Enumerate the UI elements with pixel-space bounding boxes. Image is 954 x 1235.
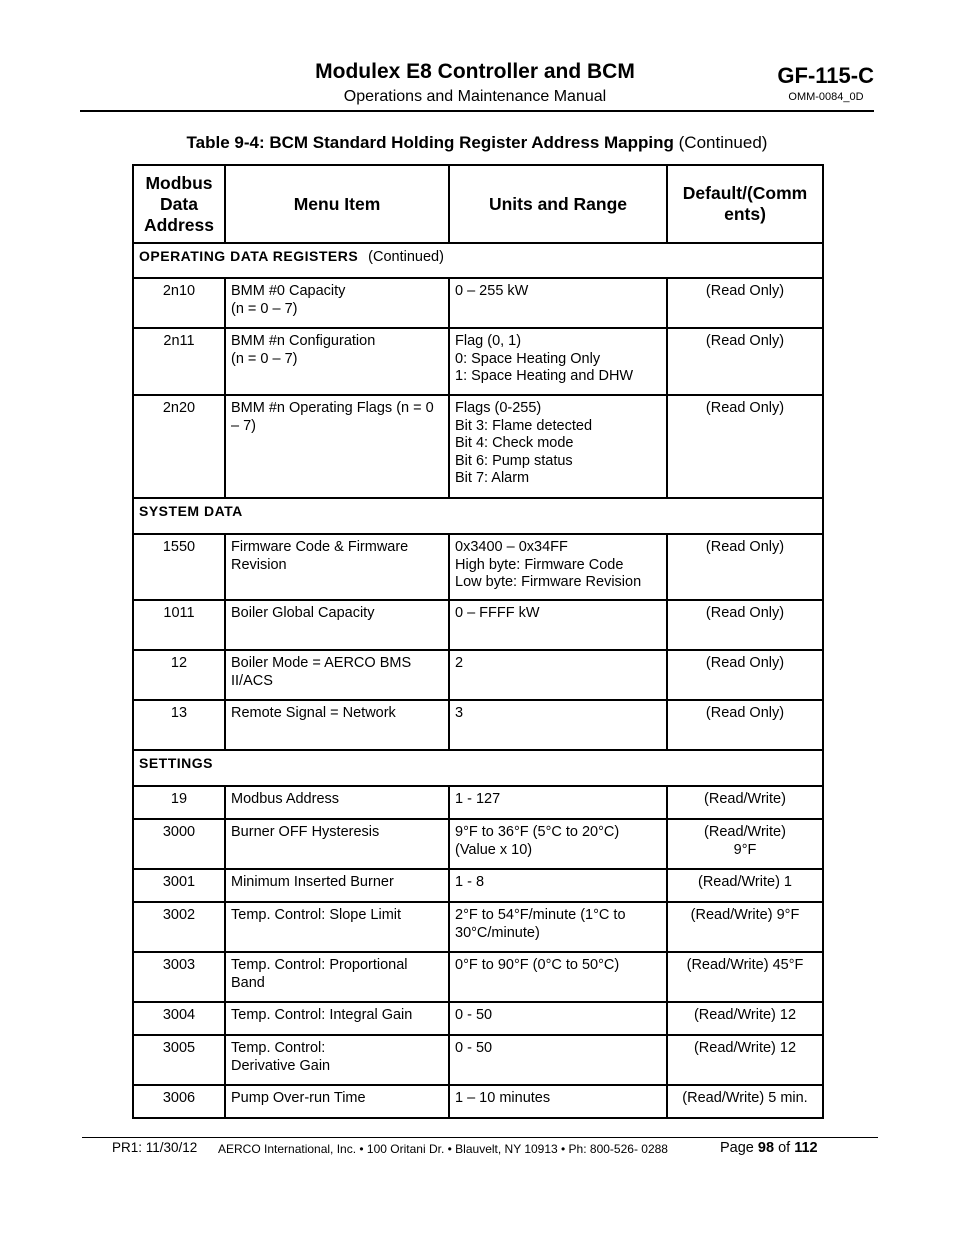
table-row (133, 1002, 823, 1035)
cell-line: 1 - 8 (455, 874, 485, 890)
cell-line: Burner OFF Hysteresis (231, 824, 380, 840)
page-current: 98 (757, 1140, 775, 1156)
cell-units-range (449, 534, 667, 600)
cell-line: 0 - 50 (455, 1040, 493, 1056)
cell-line: 9°F (733, 841, 757, 858)
cell-line: Boiler Global Capacity (231, 605, 375, 621)
cell-default (667, 952, 823, 1002)
cell-address: 1011 (133, 600, 225, 650)
section-row-settings (133, 750, 823, 786)
document-number: OMM-0084_0D (788, 91, 864, 103)
cell-menu-item (225, 819, 449, 869)
cell-address: 3002 (133, 902, 225, 952)
table-row (133, 952, 823, 1002)
cell-units-range (449, 786, 667, 819)
col-header-menu-item: Menu Item (225, 165, 449, 243)
cell-line: (n = 0 – 7) (231, 300, 298, 317)
cell-menu-item (225, 786, 449, 819)
footer-rule (82, 1137, 878, 1138)
cell-units-range (449, 395, 667, 498)
cell-line: 0: Space Heating Only (455, 350, 601, 367)
cell-default: (Read Only) (667, 650, 823, 700)
cell-line: Bit 7: Alarm (455, 470, 530, 486)
table-row (133, 869, 823, 902)
section-row-system (133, 498, 823, 534)
cell-line: Modbus Address (231, 791, 340, 807)
cell-line: 9°F to 36°F (5°C to 20°C) (455, 824, 620, 840)
cell-address: 3000 (133, 819, 225, 869)
cell-menu-item (225, 952, 449, 1002)
cell-line: 0x3400 – 0x34FF (455, 539, 568, 555)
cell-line: (n = 0 – 7) (231, 350, 298, 367)
cell-line: BMM #0 Capacity (231, 283, 346, 299)
section-title: SETTINGS (133, 750, 823, 786)
cell-line: (Read/Write) 5 min. (682, 1090, 808, 1106)
section-note: (Continued) (368, 249, 444, 265)
cell-line: (Read/Write) (704, 791, 786, 807)
cell-line: Flag (0, 1) (455, 333, 522, 349)
cell-default: (Read Only) (667, 700, 823, 750)
section-title-text: OPERATING DATA REGISTERS (139, 248, 359, 264)
cell-line: Bit 3: Flame detected (455, 417, 593, 434)
table-header-row (133, 165, 823, 243)
cell-units-range (449, 600, 667, 650)
cell-menu-item (225, 1085, 449, 1118)
cell-menu-item (225, 869, 449, 902)
cell-line: Pump Over-run Time (231, 1090, 366, 1106)
cell-line: High byte: Firmware Code (455, 556, 624, 573)
table-row (133, 650, 823, 700)
cell-units-range (449, 902, 667, 952)
cell-default (667, 902, 823, 952)
cell-line: 3 (455, 705, 464, 721)
cell-menu-item (225, 650, 449, 700)
cell-line: (Read/Write) 1 (697, 874, 792, 890)
cell-line: 0 – 255 kW (455, 283, 529, 299)
cell-line: Bit 6: Pump status (455, 452, 573, 469)
cell-units-range (449, 1002, 667, 1035)
cell-line: Temp. Control: Proportional Band (231, 957, 408, 991)
page-total: 112 (794, 1140, 818, 1156)
table-row (133, 278, 823, 328)
table-caption-bold: Table 9-4: BCM Standard Holding Register Address Mapping (186, 133, 674, 152)
cell-units-range (449, 1085, 667, 1118)
cell-menu-item (225, 700, 449, 750)
cell-units-range (449, 819, 667, 869)
cell-default: (Read Only) (667, 395, 823, 498)
col-header-address: Modbus Data Address (133, 165, 225, 243)
cell-units-range (449, 869, 667, 902)
footer-company: AERCO International, Inc. • 100 Oritani Dr. • Blauvelt, NY 10913 • Ph: 800-526- 0288 (218, 1142, 668, 1156)
table-caption (132, 133, 822, 153)
cell-default (667, 869, 823, 902)
cell-line: Minimum Inserted Burner (231, 874, 394, 890)
cell-address: 2n20 (133, 395, 225, 498)
cell-line: BMM #n Configuration (231, 333, 376, 349)
cell-line: Flags (0-255) (455, 400, 542, 416)
cell-units-range (449, 328, 667, 395)
cell-line: (Read/Write) 12 (693, 1040, 797, 1056)
cell-units-range (449, 278, 667, 328)
table-row (133, 328, 823, 395)
cell-line: Derivative Gain (231, 1057, 331, 1074)
cell-line: 1 – 10 minutes (455, 1090, 551, 1106)
cell-address: 3006 (133, 1085, 225, 1118)
table-row (133, 600, 823, 650)
cell-menu-item (225, 534, 449, 600)
cell-line: Bit 4: Check mode (455, 435, 574, 451)
cell-default: (Read Only) (667, 328, 823, 395)
cell-default (667, 1002, 823, 1035)
cell-units-range (449, 700, 667, 750)
table-row (133, 1085, 823, 1118)
cell-menu-item (225, 395, 449, 498)
cell-address: 3001 (133, 869, 225, 902)
cell-address: 12 (133, 650, 225, 700)
cell-default: (Read Only) (667, 534, 823, 600)
table-row (133, 534, 823, 600)
cell-address: 3004 (133, 1002, 225, 1035)
cell-line: Remote Signal = Network (231, 705, 396, 721)
cell-line: Temp. Control: (231, 1040, 326, 1056)
col-header-units-range: Units and Range (449, 165, 667, 243)
cell-address: 3003 (133, 952, 225, 1002)
table-row (133, 902, 823, 952)
cell-address: 2n10 (133, 278, 225, 328)
cell-units-range (449, 650, 667, 700)
footer-revision: PR1: 11/30/12 (112, 1140, 198, 1155)
cell-line: 2°F to 54°F/minute (1°C to 30°C/minute) (455, 907, 626, 941)
cell-default: (Read Only) (667, 278, 823, 328)
cell-units-range (449, 952, 667, 1002)
cell-line: (Read/Write) 12 (693, 1007, 797, 1023)
cell-default (667, 1085, 823, 1118)
cell-address: 3005 (133, 1035, 225, 1085)
section-title (133, 243, 823, 278)
cell-default (667, 1035, 823, 1085)
register-table (132, 164, 824, 1119)
cell-line: 1: Space Heating and DHW (455, 368, 634, 384)
cell-address: 19 (133, 786, 225, 819)
table-row (133, 786, 823, 819)
cell-line: 2 (455, 655, 464, 671)
cell-line: 0°F to 90°F (0°C to 50°C) (455, 957, 620, 973)
cell-menu-item (225, 328, 449, 395)
section-title: SYSTEM DATA (133, 498, 823, 534)
cell-line: 0 – FFFF kW (455, 605, 540, 621)
document-subtitle: Operations and Maintenance Manual (343, 88, 607, 105)
cell-line: 0 - 50 (455, 1007, 493, 1023)
cell-line: (Read/Write) 45°F (686, 957, 804, 973)
cell-units-range (449, 1035, 667, 1085)
cell-menu-item (225, 1002, 449, 1035)
cell-line: (Value x 10) (455, 841, 533, 858)
register-table-body (133, 243, 823, 1118)
page-number (720, 1140, 818, 1156)
cell-menu-item (225, 278, 449, 328)
table-row (133, 1035, 823, 1085)
cell-menu-item (225, 1035, 449, 1085)
cell-line: Boiler Mode = AERCO BMS II/ACS (231, 655, 412, 689)
cell-line: (Read/Write) (704, 824, 786, 840)
cell-line: (Read/Write) 9°F (690, 907, 800, 923)
cell-address: 1550 (133, 534, 225, 600)
cell-default (667, 819, 823, 869)
cell-line: Temp. Control: Slope Limit (231, 907, 402, 923)
table-row (133, 700, 823, 750)
header-rule (80, 110, 874, 112)
table-row (133, 395, 823, 498)
document-id: GF-115-C (777, 63, 874, 88)
cell-line: 1 - 127 (455, 791, 501, 807)
table-caption-note: (Continued) (673, 133, 768, 152)
cell-menu-item (225, 600, 449, 650)
cell-default: (Read Only) (667, 600, 823, 650)
cell-address: 13 (133, 700, 225, 750)
page-label: Page (720, 1140, 754, 1156)
cell-address: 2n11 (133, 328, 225, 395)
cell-line: Firmware Code & Firmware Revision (231, 539, 409, 573)
document-title: Modulex E8 Controller and BCM (315, 60, 635, 83)
cell-default (667, 786, 823, 819)
table-row (133, 819, 823, 869)
cell-menu-item (225, 902, 449, 952)
cell-line: BMM #n Operating Flags (n = 0 – 7) (231, 400, 434, 434)
cell-line: Temp. Control: Integral Gain (231, 1007, 413, 1023)
cell-line: Low byte: Firmware Revision (455, 574, 642, 590)
page-of-label: of (778, 1140, 791, 1156)
section-row-operating (133, 243, 823, 278)
col-header-default: Default/(Comm ents) (667, 165, 823, 243)
